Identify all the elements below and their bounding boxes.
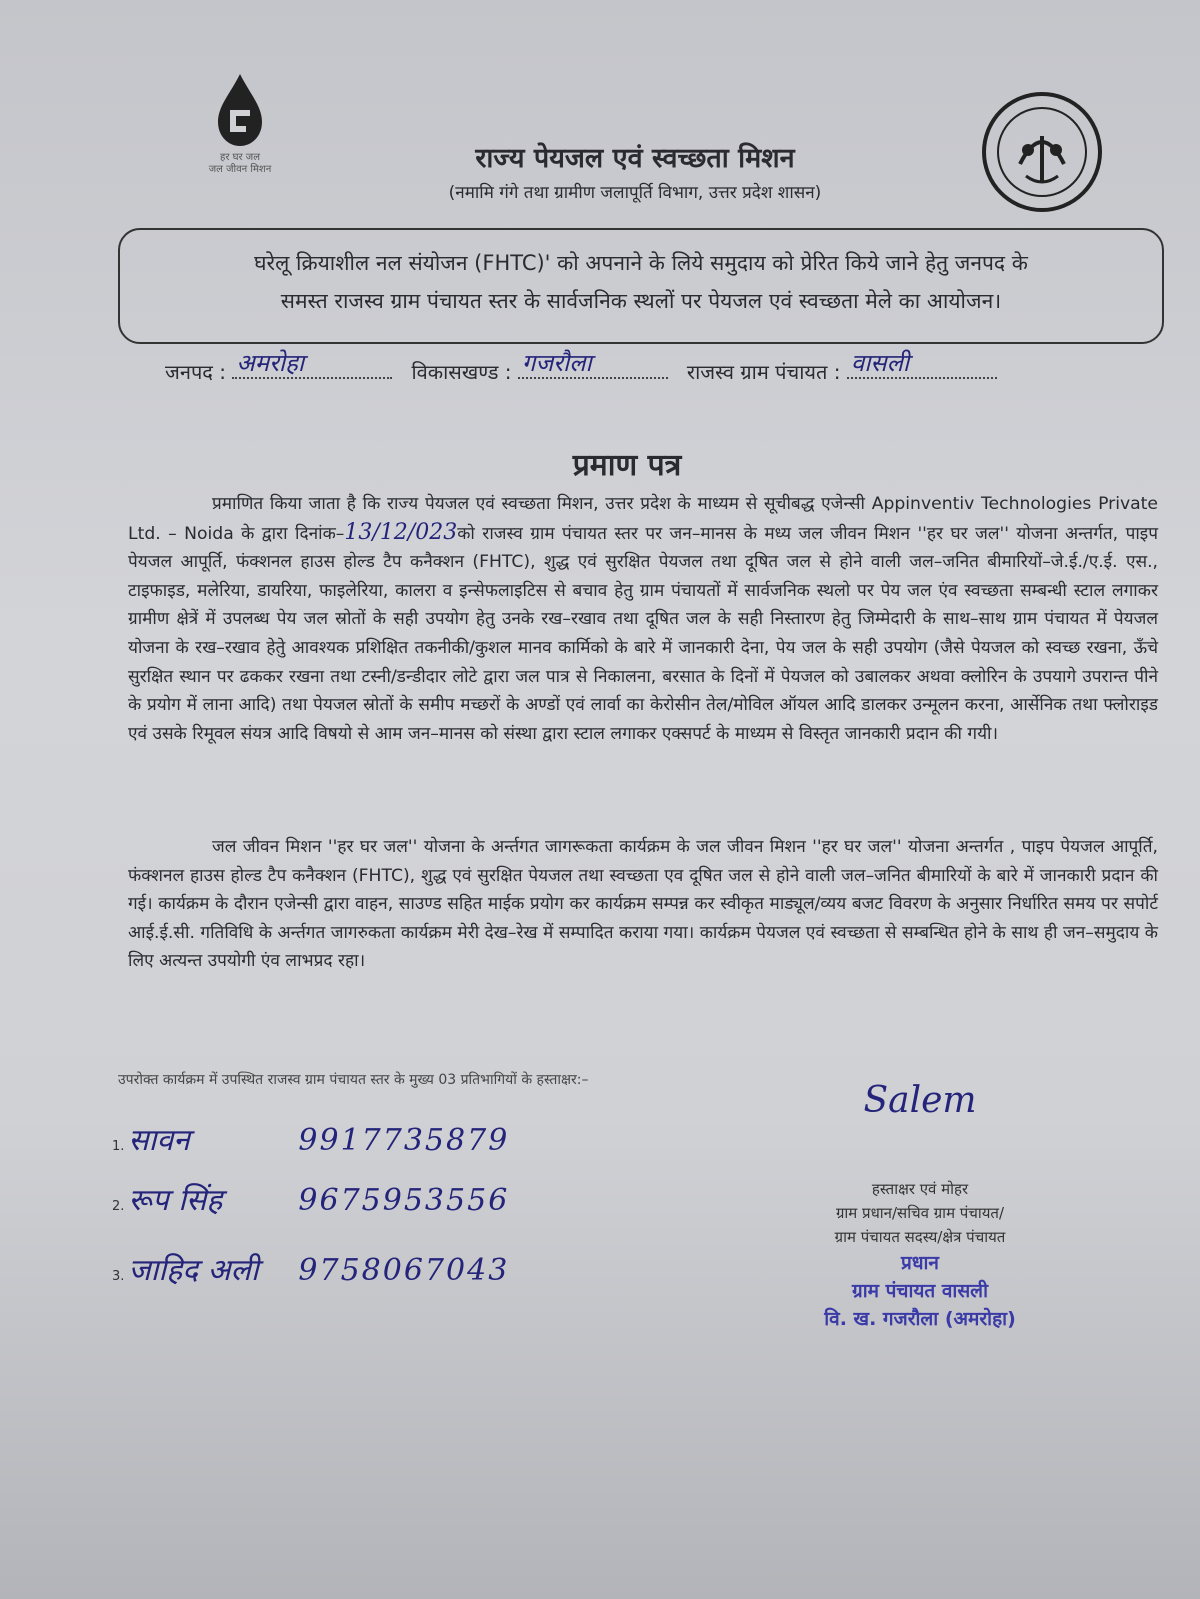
participant-phone: 9917735879	[298, 1123, 510, 1158]
certificate-paragraph-1	[128, 490, 1158, 748]
notice-box	[118, 228, 1164, 344]
logo-caption-1: हर घर जल	[220, 152, 260, 163]
vikaskhand-label: विकासखण्ड :	[411, 360, 512, 384]
signatory-role-line-2: ग्राम पंचायत सदस्य/क्षेत्र पंचायत	[834, 1228, 1006, 1246]
participant-number: 2.	[112, 1199, 125, 1214]
para1-after-date: को राजस्व ग्राम पंचायत स्तर पर जन–मानस के मध्य जल जीवन मिशन ''हर घर जल'' योजना अन्तर्गत, पाइप पेयजल आपूर्ति, फंक्शनल हाउस होल्ड टैप कनैक्शन (FHTC), शुद्ध एवं सुरक्षित पेयजल तथा दूषित जल से होने वाली जल–जनित बीमारियों–जे.ई./ए.ई. एस., टाइफाइड, मलेरिया, डायरिया, फाइलेरिया, कालरा व इन्सेफलाइटिस से बचाव हेतु ग्राम पंचायतों में सार्वजनिक स्थलो पर पेय जल एंव स्वच्छता सम्बन्धी स्टाल लगाकर ग्रामीण क्षेत्रें में उपलब्ध पेय जल स्रोतों के सही उपयोग हेतु उनके रख–रखाव तथा दूषित जल के सही निस्तारण हेतु जिम्मेदारी के साथ–साथ ग्राम पंचायत में पेयजल योजना के रख–रखाव हेतुे आवश्यक प्रशिक्षित तकनीकी/कुशल मानव कार्मिको के बारे में जानकारी देना, पेय जल के सही उपयोग (जैसे पेयजल को स्वच्छ रखना, ऊँचे सुरक्षित स्थान पर ढककर रखना तथा टस्नी/डन्डीदार लोटे द्वारा जल पात्र से निकालना, बरसात के दिनों में पेयजल को उबालकर अथवा क्लोरिन के उपयागे उपरान्त पीने के प्रयोग में लाना आदि) तथा पेयजल स्रोतों के समीप मच्छरों के अण्डों एवं लार्वा का केरोसीन तेल/मोविल ऑयल आदि डालकर उन्मूलन करना, आर्सेनिक तथा फ्लोराइड एवं उसके रिमूवल संयत्र आदि विषयो से आम जन–मानस को संस्था द्वारा स्टाल लगाकर एक्सपर्ट के माध्यम से विस्तृत जानकारी प्रदान की गयी।	[128, 523, 1158, 744]
notice-line-1: घरेलू क्रियाशील नल संयोजन (FHTC)' को अपनाने के लिये समुदाय को प्रेरित किये जाने हेतु जनपद के	[254, 251, 1028, 275]
page-subtitle: (नमामि गंगे तथा ग्रामीण जलापूर्ति विभाग, उत्तर प्रदेश शासन)	[448, 183, 822, 203]
participant-name: रूप सिंह	[128, 1183, 223, 1218]
participant-name: जाहिद अली	[128, 1253, 259, 1288]
logo-caption-2: जल जीवन मिशन	[208, 164, 272, 175]
signatory-signature: Salem	[863, 1080, 977, 1121]
location-fields	[165, 349, 1165, 385]
participant-name: सावन	[128, 1123, 190, 1158]
stamp-vikaskhand: वि. ख. गजरौला (अमरोहा)	[824, 1308, 1016, 1330]
participant-row	[112, 1118, 509, 1162]
gram-panchayat-field	[847, 349, 997, 379]
participant-number: 3.	[112, 1269, 125, 1284]
stamp-pradhan: प्रधान	[901, 1252, 939, 1274]
participants-heading: उपरोक्त कार्यक्रम में उपस्थित राजस्व ग्राम पंचायत स्तर के मुख्य 03 प्रतिभागियों के हस्ताक्षर:–	[118, 1072, 589, 1088]
para2-text: जल जीवन मिशन ''हर घर जल'' योजना के अर्न्तगत जागरूकता कार्यक्रम के जल जीवन मिशन ''हर घर जल'' योजना अन्तर्गत , पाइप पेयजल आपूर्ति, फंक्शनल हाउस होल्ड टैप कनैक्शन (FHTC), शुद्ध एवं सुरक्षित पेयजल तथा स्वच्छता एव दूषित जल से होने वाली जल–जनित बीमारियों के बारे में जानकारी प्रदान की गई। कार्यक्रम के दौरान एजेन्सी द्वारा वाहन, साउण्ड सहित माईक प्रयोग कर कार्यक्रम सम्पन्न कर स्वीकृत माड्यूल/व्यय बजट विवरण के अनुसार निर्धारित समय पर सपोर्ट आई.ई.सी. गतिविधि के अर्न्तगत जागरुकता कार्यक्रम मेरी देख–रेख में सम्पादित कराया गया। कार्यक्रम पेयजल एवं स्वच्छता से सम्बन्धित होने के साथ ही जन–समुदाय के लिए अत्यन्त उपयोगी एंव लाभप्रद रहा।	[128, 837, 1158, 972]
participant-row	[112, 1248, 509, 1292]
gram-panchayat-label: राजस्व ग्राम पंचायत :	[686, 360, 841, 384]
participant-phone: 9758067043	[298, 1253, 510, 1288]
vikaskhand-value: गजरौला	[521, 349, 592, 377]
participant-phone: 9675953556	[298, 1183, 510, 1218]
signature-seal-label: हस्ताक्षर एवं मोहर	[871, 1180, 969, 1198]
para1-before-date: प्रमाणित किया जाता है कि राज्य पेयजल एवं स्वच्छता मिशन, उत्तर प्रदेश के माध्यम से सूचीबद्ध एजेन्सी Appinventiv Technologies Private Ltd. – Noida के द्वारा दिनांक–	[128, 494, 1158, 544]
gram-panchayat-value: वासली	[850, 349, 910, 377]
signatory-role-line-1: ग्राम प्रधान/सचिव ग्राम पंचायत/	[835, 1204, 1005, 1222]
certificate-title: प्रमाण पत्र	[572, 448, 682, 483]
participant-number: 1.	[112, 1139, 125, 1154]
stamp-gram-panchayat: ग्राम पंचायत वासली	[852, 1280, 988, 1302]
janpad-field	[232, 349, 392, 379]
signatory-block	[760, 1080, 1080, 1333]
certificate-paragraph-2	[128, 833, 1158, 976]
participant-row	[112, 1178, 509, 1222]
water-drop-icon	[190, 70, 290, 148]
page-title: राज्य पेयजल एवं स्वच्छता मिशन	[475, 143, 795, 174]
vikaskhand-field	[518, 349, 668, 379]
janpad-label: जनपद :	[165, 360, 227, 384]
handwritten-date: 13/12/023	[344, 519, 458, 545]
janpad-value: अमरोहा	[236, 349, 305, 377]
notice-line-2: समस्त राजस्व ग्राम पंचायत स्तर के सार्वजनिक स्थलों पर पेयजल एवं स्वच्छता मेले का आयोजन।	[280, 289, 1002, 313]
